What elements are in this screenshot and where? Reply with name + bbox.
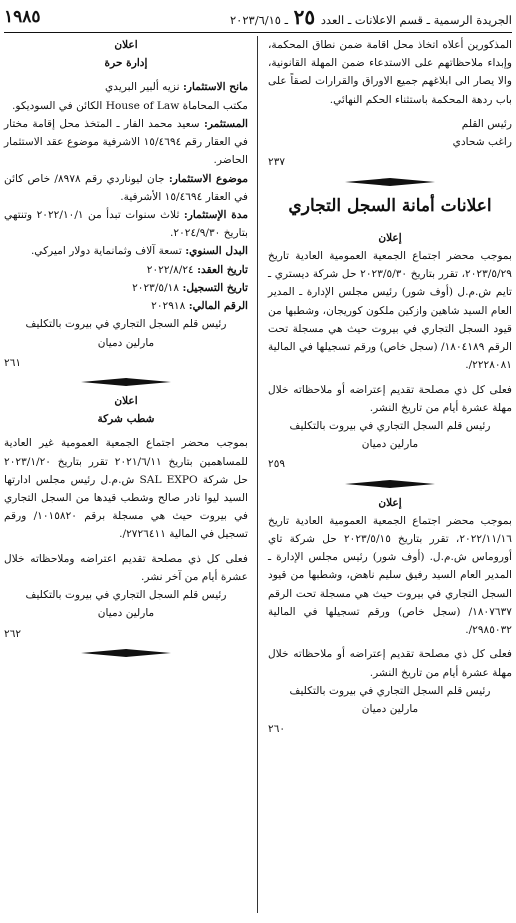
left-column bbox=[4, 36, 248, 663]
field-row bbox=[4, 279, 248, 297]
notice-number: ٢٦٢ bbox=[4, 627, 22, 640]
divider-ornament bbox=[4, 378, 248, 386]
field-value: ٢٠٢٢/٨/٢٤ bbox=[146, 263, 194, 276]
divider-ornament bbox=[268, 178, 512, 186]
notice-number: ٢٦٠ bbox=[268, 723, 286, 736]
notice-body: بموجب محضر اجتماع الجمعية العمومية العادية تاريخ ٢٠٢٣/٥/٢٩، تقرر بتاريخ ٢٠٢٣/٥/٣٠ حل شركة ديستري ـ تايم ش.م.ل (أوف شور) رئيس مجلس الإدارة ـ المدير العام السيد شاهين وازكين ملكون كوريجان، وشطبها من قيود السجل التجاري في بيروت حيث هي مسجلة تحت الرقم ١٨٠٤١٨٩/ (سجل خاص) ورقم تسجيلها في المالية ٢٢٢٨٠٨١/. bbox=[268, 249, 512, 372]
section-title: اعلانات أمانة السجل التجاري bbox=[288, 195, 492, 216]
notice-heading: إعلان bbox=[378, 231, 402, 244]
field-row bbox=[4, 78, 248, 96]
field-label: مانح الاستثمار: bbox=[182, 81, 248, 94]
signer-name: مارلين دميان bbox=[97, 336, 155, 349]
notice-objection: فعلى كل ذي مصلحة تقديم اعتراضه وملاحظاته خلال عشرة أيام من آخر نشر. bbox=[4, 552, 248, 583]
issue-number: ٢٥ bbox=[293, 5, 316, 29]
field-row bbox=[4, 170, 248, 206]
field-value: تسعة آلاف وثمانماية دولار اميركي. bbox=[30, 245, 182, 258]
field-row bbox=[4, 115, 248, 170]
notice-number: ٢٥٩ bbox=[268, 458, 286, 471]
signer-role: رئيس قلم السجل التجاري في بيروت بالتكليف bbox=[25, 589, 227, 602]
notice-number: ٢٦١ bbox=[4, 356, 22, 369]
notice-objection: فعلى كل ذي مصلحة تقديم إعتراضه أو ملاحظاته خلال مهلة عشرة أيام من تاريخ النشر. bbox=[268, 383, 512, 414]
field-value: سعيد محمد الفار ـ المتخذ محل إقامة مختار في العقار رقم ١٥/٤٦٩٤ الاشرفية موضوع عقد الاستثمار الحاضر. bbox=[4, 117, 248, 167]
field-label: تاريخ التسجيل: bbox=[182, 281, 248, 294]
field-row bbox=[4, 297, 248, 315]
divider-ornament bbox=[268, 480, 512, 488]
field-label: المستثمر: bbox=[203, 117, 248, 130]
notice-subheading: شطب شركة bbox=[97, 413, 155, 426]
field-label: البدل السنوي: bbox=[185, 245, 248, 258]
continued-paragraph: المذكورين أعلاه اتخاذ محل اقامة ضمن نطاق المحكمة، وإبداء ملاحظاتهم على الاستدعاء ضمن المهلة القانونية، والا يصار الى ابلاغهم جميع الاوراق والقرارات لصقاً على باب ردهة المحكمة باستثناء الحكم النهائي. bbox=[268, 39, 512, 106]
column-divider bbox=[257, 36, 258, 913]
page-header bbox=[4, 2, 512, 33]
notice-body: بموجب محضر اجتماع الجمعية العمومية غير العادية للمساهمين بتاريخ ٢٠٢١/٦/١١ تقرر بتاريخ ٢٠٢٣/١/٢٠ حل شركة SAL EXPO ش.م.ل رئيس مجلس ادارتها السيد ليوا نادر صالح وشطب قيدها من السجل التجاري في بيروت حيث هي مسجلة برقم ١٠١٥٨٢٠/ ورقم تسجيل في المالية ٢٧٢٦٤١١/. bbox=[4, 437, 248, 541]
issue-date: ـ ٢٠٢٣/٦/١٥ bbox=[229, 13, 289, 27]
field-value: ٢٠٢٩١٨ bbox=[151, 300, 186, 313]
field-value: جان ليوناردي رقم ٨٩٧٨/ خاص كائن في العقار ١٥/٤٦٩٤ الأشرفية. bbox=[4, 172, 248, 203]
divider-ornament bbox=[4, 649, 248, 657]
notice-heading: اعلان bbox=[114, 39, 138, 51]
signer-role: رئيس قلم السجل التجاري في بيروت بالتكليف bbox=[289, 684, 491, 697]
notice-body: بموجب محضر اجتماع الجمعية العمومية العادية تاريخ ٢٠٢٢/١١/١٦، تقرر بتاريخ ٢٠٢٣/٥/١٥ حل شركة تاي أوروماس ش.م.ل. (أوف شور) رئيس مجلس الإدارة ـ المدير العام السيد رفيق سليم ناهض، وشطبها من قيود السجل التجاري في بيروت حيث هي مسجلة تحت الرقم ١٨٠٧٦٣٧/ (سجل خاص) ورقم تسجيلها في المالية ٢٩٨٥٠٣٢/. bbox=[268, 514, 512, 637]
field-row bbox=[4, 261, 248, 279]
notice-heading: اعلان bbox=[114, 394, 138, 407]
notice-objection: فعلى كل ذي مصلحة تقديم إعتراضه أو ملاحظاته خلال مهلة عشرة أيام من تاريخ النشر. bbox=[268, 648, 512, 679]
page-number: ١٩٨٥ bbox=[4, 7, 41, 27]
field-value: ثلاث سنوات تبدأ من ٢٠٢٢/١٠/١ وتنتهي بتاريخ ٢٠٢٤/٩/٣٠. bbox=[4, 208, 248, 240]
gazette-header-title bbox=[230, 5, 512, 29]
notice-heading: إعلان bbox=[378, 496, 402, 509]
field-row bbox=[4, 206, 248, 242]
signer-name: مارلين دميان bbox=[361, 703, 419, 716]
gazette-prefix: الجريدة الرسمية ـ قسم الاعلانات ـ العدد bbox=[320, 13, 512, 27]
field-value: مكتب المحاماة House of Law الكائن في السوديكو. bbox=[11, 99, 248, 112]
field-label: موضوع الاستثمار: bbox=[168, 172, 248, 185]
continued-signer-name: راغب شحادي bbox=[452, 136, 512, 149]
signer-name: مارلين دميان bbox=[361, 438, 419, 451]
notice-number: ٢٣٧ bbox=[268, 156, 286, 169]
signer-name: مارلين دميان bbox=[97, 607, 155, 620]
field-row bbox=[4, 97, 248, 115]
signer-role: رئيس قلم السجل التجاري في بيروت بالتكليف bbox=[25, 318, 227, 331]
notice-subheading: إدارة حرة bbox=[104, 57, 148, 70]
field-value: نزيه ألبير البريدي bbox=[105, 81, 180, 94]
field-label: مدة الإستثمار: bbox=[183, 208, 248, 221]
field-value: ٢٠٢٣/٥/١٨ bbox=[132, 281, 180, 294]
field-row bbox=[4, 242, 248, 260]
right-column bbox=[268, 36, 512, 744]
field-label: الرقم المالي: bbox=[188, 300, 248, 313]
continued-signer-role: رئيس القلم bbox=[461, 117, 512, 130]
signer-role: رئيس قلم السجل التجاري في بيروت بالتكليف bbox=[289, 419, 491, 432]
field-label: تاريخ العقد: bbox=[197, 263, 248, 276]
